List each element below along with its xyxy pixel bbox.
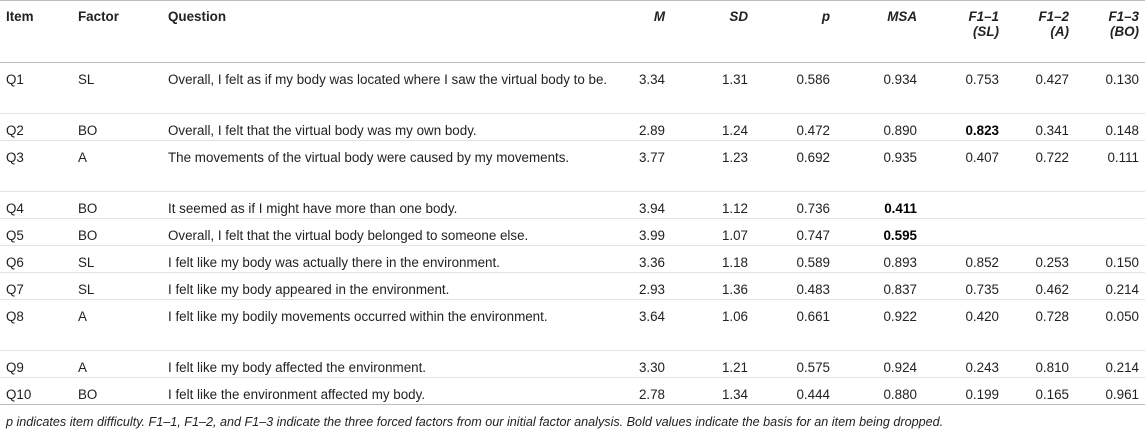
table-row xyxy=(0,141,1145,192)
table-row xyxy=(0,219,1145,246)
cell-question: Overall, I felt that the virtual body belonged to someone else. xyxy=(162,219,617,246)
cell-msa: 0.837 xyxy=(836,273,923,300)
cell-f1-2: 0.810 xyxy=(1005,351,1075,378)
table-footnote: p indicates item difficulty. F1–1, F1–2, and F1–3 indicate the three forced factors from our initial factor analysis. Bold values indicate the basis for an item being dropped. xyxy=(6,415,944,429)
cell-f1-3 xyxy=(1075,219,1145,246)
table-row xyxy=(0,300,1145,351)
cell-factor: A xyxy=(72,141,162,192)
cell-item: Q6 xyxy=(0,246,72,273)
header-p: p xyxy=(754,1,836,63)
cell-f1-3: 0.214 xyxy=(1075,273,1145,300)
cell-p: 0.692 xyxy=(754,141,836,192)
table-row xyxy=(0,378,1145,405)
cell-f1-2: 0.253 xyxy=(1005,246,1075,273)
cell-m: 3.99 xyxy=(617,219,671,246)
table-row xyxy=(0,114,1145,141)
header-f1-1: F1–1 (SL) xyxy=(923,1,1005,63)
cell-m: 2.78 xyxy=(617,378,671,405)
cell-p: 0.736 xyxy=(754,192,836,219)
cell-msa: 0.890 xyxy=(836,114,923,141)
cell-msa: 0.595 xyxy=(836,219,923,246)
cell-p: 0.586 xyxy=(754,63,836,114)
cell-factor: SL xyxy=(72,246,162,273)
cell-question: I felt like my body was actually there in the environment. xyxy=(162,246,617,273)
cell-f1-3: 0.148 xyxy=(1075,114,1145,141)
cell-item: Q3 xyxy=(0,141,72,192)
cell-item: Q2 xyxy=(0,114,72,141)
cell-item: Q4 xyxy=(0,192,72,219)
cell-msa: 0.880 xyxy=(836,378,923,405)
cell-factor: BO xyxy=(72,192,162,219)
cell-m: 3.64 xyxy=(617,300,671,351)
cell-msa: 0.935 xyxy=(836,141,923,192)
cell-sd: 1.23 xyxy=(671,141,754,192)
header-question: Question xyxy=(162,1,617,63)
cell-sd: 1.31 xyxy=(671,63,754,114)
cell-msa: 0.934 xyxy=(836,63,923,114)
header-f1-2: F1–2 (A) xyxy=(1005,1,1075,63)
cell-msa: 0.922 xyxy=(836,300,923,351)
cell-factor: SL xyxy=(72,63,162,114)
cell-msa: 0.893 xyxy=(836,246,923,273)
header-f1-3: F1–3 (BO) xyxy=(1075,1,1145,63)
cell-f1-1 xyxy=(923,219,1005,246)
cell-f1-2: 0.462 xyxy=(1005,273,1075,300)
cell-factor: A xyxy=(72,300,162,351)
cell-msa: 0.411 xyxy=(836,192,923,219)
cell-question: Overall, I felt as if my body was located where I saw the virtual body to be. xyxy=(162,63,617,114)
cell-p: 0.472 xyxy=(754,114,836,141)
cell-sd: 1.21 xyxy=(671,351,754,378)
cell-p: 0.444 xyxy=(754,378,836,405)
cell-f1-3: 0.050 xyxy=(1075,300,1145,351)
cell-sd: 1.24 xyxy=(671,114,754,141)
cell-question: It seemed as if I might have more than one body. xyxy=(162,192,617,219)
table-row xyxy=(0,246,1145,273)
cell-p: 0.589 xyxy=(754,246,836,273)
cell-m: 3.30 xyxy=(617,351,671,378)
cell-m: 3.34 xyxy=(617,63,671,114)
table-row xyxy=(0,63,1145,114)
table-row xyxy=(0,273,1145,300)
cell-sd: 1.34 xyxy=(671,378,754,405)
cell-f1-1: 0.407 xyxy=(923,141,1005,192)
cell-question: The movements of the virtual body were caused by my movements. xyxy=(162,141,617,192)
cell-item: Q10 xyxy=(0,378,72,405)
cell-sd: 1.36 xyxy=(671,273,754,300)
header-sd: SD xyxy=(671,1,754,63)
cell-m: 3.94 xyxy=(617,192,671,219)
cell-item: Q5 xyxy=(0,219,72,246)
cell-f1-1: 0.823 xyxy=(923,114,1005,141)
cell-f1-1: 0.735 xyxy=(923,273,1005,300)
cell-sd: 1.06 xyxy=(671,300,754,351)
cell-f1-2: 0.722 xyxy=(1005,141,1075,192)
header-msa: MSA xyxy=(836,1,923,63)
cell-m: 3.36 xyxy=(617,246,671,273)
cell-f1-3 xyxy=(1075,192,1145,219)
cell-p: 0.747 xyxy=(754,219,836,246)
header-row xyxy=(0,1,1145,63)
cell-factor: BO xyxy=(72,378,162,405)
cell-f1-1: 0.753 xyxy=(923,63,1005,114)
cell-f1-2 xyxy=(1005,219,1075,246)
cell-msa: 0.924 xyxy=(836,351,923,378)
cell-factor: BO xyxy=(72,219,162,246)
cell-question: Overall, I felt that the virtual body was my own body. xyxy=(162,114,617,141)
cell-item: Q8 xyxy=(0,300,72,351)
cell-p: 0.575 xyxy=(754,351,836,378)
cell-f1-2: 0.165 xyxy=(1005,378,1075,405)
cell-factor: BO xyxy=(72,114,162,141)
cell-question: I felt like my bodily movements occurred within the environment. xyxy=(162,300,617,351)
cell-sd: 1.07 xyxy=(671,219,754,246)
cell-sd: 1.12 xyxy=(671,192,754,219)
cell-f1-1: 0.420 xyxy=(923,300,1005,351)
cell-f1-2: 0.427 xyxy=(1005,63,1075,114)
cell-item: Q1 xyxy=(0,63,72,114)
cell-question: I felt like my body appeared in the environment. xyxy=(162,273,617,300)
cell-f1-2: 0.341 xyxy=(1005,114,1075,141)
cell-question: I felt like my body affected the environment. xyxy=(162,351,617,378)
cell-p: 0.661 xyxy=(754,300,836,351)
cell-f1-1: 0.243 xyxy=(923,351,1005,378)
table-row xyxy=(0,192,1145,219)
cell-item: Q7 xyxy=(0,273,72,300)
cell-sd: 1.18 xyxy=(671,246,754,273)
cell-f1-2: 0.728 xyxy=(1005,300,1075,351)
cell-m: 2.89 xyxy=(617,114,671,141)
cell-m: 2.93 xyxy=(617,273,671,300)
cell-f1-3: 0.130 xyxy=(1075,63,1145,114)
cell-f1-3: 0.214 xyxy=(1075,351,1145,378)
cell-f1-3: 0.150 xyxy=(1075,246,1145,273)
cell-f1-1 xyxy=(923,192,1005,219)
cell-question: I felt like the environment affected my body. xyxy=(162,378,617,405)
cell-f1-2 xyxy=(1005,192,1075,219)
cell-factor: SL xyxy=(72,273,162,300)
table-row xyxy=(0,351,1145,378)
header-m: M xyxy=(617,1,671,63)
cell-m: 3.77 xyxy=(617,141,671,192)
header-item: Item xyxy=(0,1,72,63)
cell-f1-1: 0.199 xyxy=(923,378,1005,405)
cell-f1-1: 0.852 xyxy=(923,246,1005,273)
cell-p: 0.483 xyxy=(754,273,836,300)
header-factor: Factor xyxy=(72,1,162,63)
cell-factor: A xyxy=(72,351,162,378)
cell-item: Q9 xyxy=(0,351,72,378)
cell-f1-3: 0.961 xyxy=(1075,378,1145,405)
cell-f1-3: 0.111 xyxy=(1075,141,1145,192)
